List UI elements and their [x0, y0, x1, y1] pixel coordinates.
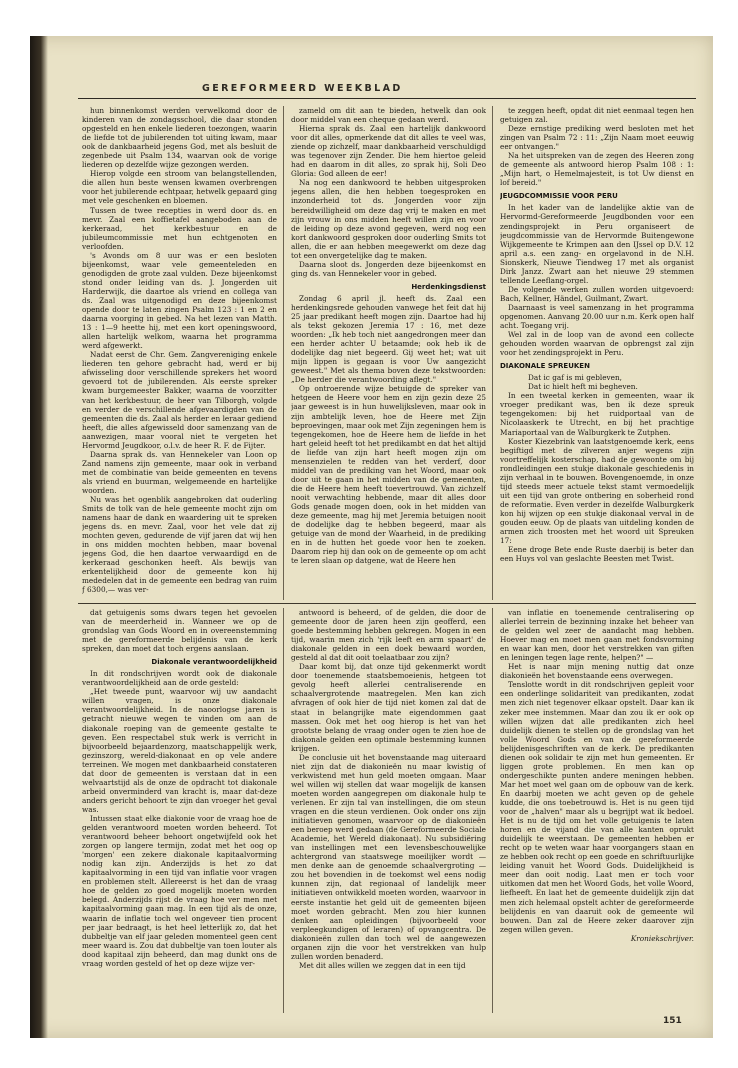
paragraph: „Het tweede punt, waarvoor wij uw aandacht willen vragen, is onze diakonale verantwoordelijkheid. In de naoorlogse jaren is getracht nieuwe wegen te vinden om aan de diakonale roeping van de gemeente gestalte te geven. Een respectabel stuk werk is verricht in bijvoorbeeld bejaardenzorg, maatschappelijk werk, gezinszorg, wereld-diakonaat en op vele andere terreinen. We mogen met dankbaarheid constateren dat door de gemeenten is verstaan dat in een welvaartstijd als de onze de opdracht tot diakonale arbeid onverminderd van kracht is, maar dat-deze anders gericht behoort te zijn dan vroeger het geval was. [82, 687, 277, 814]
section-heading: Diakonale verantwoordelijkheid [151, 658, 277, 667]
paragraph: Met dit alles willen we zeggen dat in een tijd [299, 960, 466, 970]
running-header: GEREFORMEERD WEEKBLAD [202, 83, 403, 94]
paragraph: Deze ernstige prediking werd besloten met het zingen van Psalm 72 : 11: „Zijn Naam moet eeuwig eer ontvangen." [500, 124, 694, 152]
paragraph: hun binnenkomst werden verwelkomd door de kinderen van de zondagsschool, die daar stonden opgesteld en hen enkele liederen toezongen, waarin de liefde tot de jubilerenden tot uiting kwam, maar ook de dankbaarheid jegens God, met als besluit de zegenbede uit Psalm 134, waarvan ook de vorige liederen op dezelfde wijze gezongen werden. [82, 106, 277, 170]
paragraph: antwoord is beheerd, of de gelden, die door de gemeente door de jaren heen zijn geofferd, een goede bestemming hebben gekregen. Mogen in een tijd, waarin men zich 'rijk leeft en arm spaart' de diakonale gelden in een doek bewaard worden, gesteld al dat dit ooit toelaatbaar zou zijn? [291, 608, 486, 663]
paragraph: Nadat eerst de Chr. Gem. Zangvereniging enkele liederen ten gehore gebracht had, werd er bij afwisseling door verschillende sprekers het woord gevoerd tot de jubilerenden. Als eerste spreker kwam burgemeester Bakker, waarna de voorzitter van het kerkbestuur, de heer van Tilborgh, volgde en verder de verschillende afgevaardigden van de gemeenten die ds. Zaal als herder en leraar gediend heeft, die alles afgewisseld door samenzang van de aanwezigen, maar vooral niet te vergeten het Hervormd Jeugdkoor, o.l.v. de heer R. F. de Fijter. [82, 350, 277, 450]
article-text [82, 608, 277, 653]
section-rule [78, 603, 696, 604]
paragraph: Na het uitspreken van de zegen des Heeren zong de gemeente als antwoord hierop Psalm 108 : 1: „Mijn hart, o Hemelmajesteit, is tot Uw dienst en lof bereid." [500, 151, 694, 188]
article-text [82, 669, 277, 968]
paragraph: van inflatie en toenemende centralisering op allerlei terrein de bezinning inzake het beheer van de gelden wel zeer de aandacht mag hebben. Hoever mag en moet men gaan met fondsvorming en waar kan men, door het verstrekken van giften en leningen tegen lage rente, helpen?" — [500, 608, 694, 663]
article-text [291, 106, 486, 278]
column-divider [492, 608, 493, 1013]
bottom-column-2 [291, 608, 486, 1013]
verse-line: Dat ic gaf is mi gebleven, [528, 373, 622, 383]
paragraph: Intussen staat elke diakonie voor de vraag hoe de gelden verantwoord moeten worden beheerd. Tot verantwoord beheer behoort ongetwijfeld ook het zorgen op langere termijn, zodat met het oog op 'morgen' een zekere diakonale kapitaalvorming nodig kan zijn. Anderzijds is het zo dat kapitaalvorming in een tijd van inflatie voor vragen en problemen stelt. Allereerst is het dan de vraag hoe de gelden zo goed mogelijk moeten worden belegd. Anderzijds rijst de vraag hoe ver men met kapitaalvorming gaan mag. In een tijd als de onze, waarin de inflatie toch wel ongeveer tien procent per jaar bedraagt, is het heel letterlijk zo, dat het dubbeltje van elf jaar geleden momenteel geen cent meer waard is. Zou dat dubbeltje van toen louter als dood kapitaal zijn beheerd, dan mag dunkt ons de vraag worden gesteld of het op deze wijze ver- [82, 813, 277, 968]
paragraph: In het kader van de landelijke aktie van de Hervormd-Gereformeerde Jeugdbonden voor een zendingsprojekt in Peru organiseert de jeugdcommissie van de Hervormde Buitengewone Wijkgemeente te Krimpen aan den IJssel op D.V. 12 april a.s. een zang- en orgelavond in de N.H. Sionskerk, Nieuwe Tiendweg 17 met als organist Dirk Janzz. Zwart aan het nieuwe 29 stemmen tellende Leeflang-orgel. [500, 203, 694, 285]
top-column-2 [291, 106, 486, 600]
paragraph: De volgende werken zullen worden uitgevoerd: Bach, Kellner, Händel, Guilmant, Zwart. [500, 284, 694, 303]
section-heading: JEUGDCOMMISSIE VOOR PERU [500, 192, 618, 201]
article-text [291, 608, 486, 970]
paragraph: De conclusie uit het bovenstaande mag uiteraard niet zijn dat de diakonieën nu maar kwistig of verkwistend met hun geld moeten omgaan. Maar wel willen wij stellen dat waar mogelijk de kansen moeten worden aangegrepen om diakonale hulp te verlenen. Er zijn tal van instellingen, die om steun vragen en die steun verdienen. Ook onder ons zijn initiatieven genomen, waarvoor op de diakonieën een beroep werd gedaan (de Gereformeerde Sociale Academie, het Wereld diakonaat). Nu subsidiëring van instellingen met een levensbeschouwelijke achtergrond van staatswege moeilijker wordt — men denke aan de genoemde schaalvergroting — zou het bovendien in de toekomst wel eens nodig kunnen zijn, dat regionaal of landelijk meer initiatieven ontwikkeld moeten worden, waarvoor in eerste instantie het geld uit de gemeenten bijeen moet worden gebracht. Men zou hier kunnen denken aan opleidingen (bijvoorbeeld voor verpleegkundigen of leraren) of opvangcentra. De diakonieën zullen dan toch wel de aangewezen organen zijn die voor het verstrekken van hulp zullen worden benaderd. [291, 752, 486, 961]
paragraph: Tenslotte wordt in dit rondschrijven gepleit voor een onderlinge solidariteit van predikanten, zodat men zich niet tegenover elkaar opstelt. Daar kan ik zeker mee instemmen. Maar dan zou ik er ook op willen wijzen dat alle predikanten zich heel duidelijk dienen te stellen op de grondslag van het volle Woord Gods en van de gereformeerde belijdenisgeschriften van de kerk. De predikanten dienen ook solidair te zijn met hun gemeenten. Er liggen grote problemen. En men kan op ondergeschikte punten andere meningen hebben. Mar het moet wel gaan om de opbouw van de kerk. En daarbij moeten we acht geven op de gehele kudde, die ons toebetrouwd is. Het is nu geen tijd voor de „halven" maar als u begrijpt wat ik bedoel. Het is nu de tijd om het volle getuigenis te laten horen en de vijand die van alle kanten oprukt duidelijk te weerstaan. De gemeenten hebben er recht op te weten waar haar voorgangers staan en ze hebben ook recht op een goede en schriftuurlijke leiding vanuit het Woord Gods. Duidelijkheid is meer dan ooit nodig. Laat men er toch voor uitkomen dat men het Woord Gods, het volle Woord, liefheeft. En laat het de gemeente duidelijk zijn dat men zich helemaal opstelt achter de gereformeerde belijdenis en van daaruit ook de gemeente wil bouwen. Dan zal de Heere zeker daarover zijn zegen willen geven. [500, 680, 694, 934]
section-heading: DIAKONALE SPREUKEN [500, 362, 590, 371]
paragraph: zameld om dit aan te bieden, hetwelk dan ook door middel van een cheque gedaan werd. [291, 106, 486, 125]
paragraph: dat getuigenis soms dwars tegen het gevoelen van de meerderheid in. Wanneer we op de grondslag van Gods Woord en in overeenstemming met de gereformeerde belijdenis van de kerk spreken, dan moet dat toch ergens aanslaan. [82, 608, 277, 654]
paragraph: 's Avonds om 8 uur was er een besloten bijeenkomst, waar vele gemeenteleden en genodigden de grote zaal vulden. Deze bijeenkomst stond onder leiding van ds. J. Jongerden uit Harderwijk, die daartoe als vriend en collega van ds. Zaal was uitgenodigd en deze bijeenkomst opende door te laten zingen Psalm 123 : 1 en 2 en daarna voorging in gebed. Na het lezen van Matth. 13 : 1—9 heette hij, met een kort openingswoord, allen hartelijk welkom, waarna het programma werd afgewerkt. [82, 250, 277, 351]
page-number: 151 [663, 1016, 682, 1026]
magazine-page [30, 36, 713, 1038]
paragraph: Hierna sprak ds. Zaal een hartelijk dankwoord voor dit alles, opmerkende dat dit alles te veel was, ziende op zichzelf, maar dankbaarheid verschuldigd was tegenover zijn Zender. Die hem hiertoe geleid had en daarom in dit alles, zo sprak hij, Soli Deo Gloria: God alleen de eer! [291, 124, 486, 179]
header-rule [78, 98, 696, 99]
paragraph: Daarna sloot ds. Jongerden deze bijeenkomst en ging ds. van Hennekeler voor in gebed. [291, 259, 486, 278]
paragraph: Na nog een dankwoord te hebben uitgesproken jegens allen, die hen hebben toegesproken en inzonderheid tot ds. Jongerden voor zijn bereidwilligheid om deze dag vrij te maken en met zijn vrouw in ons midden heeft willen zijn en voor de leiding op deze avond gegeven, werd nog een kort dankwoord gesproken door ouderling Smits tot allen, die er aan hebben meegewerkt om deze dag tot een onvergetelijke dag te maken. [291, 178, 486, 260]
column-divider [283, 106, 284, 600]
paragraph: In een tweetal kerken in gemeenten, waar ik vroeger predikant was, ben ik deze spreuk tegengekomen: bij het ruidportaal van de Nicolaaskerk te Utrecht, en bij het prachtige Mariaportaal van de Walburgkerk te Zutphen. [500, 391, 694, 437]
paragraph: Wel zal in de loop van de avond een collecte gehouden worden waarvan de opbrengst zal zijn voor het zendingsprojekt in Peru. [500, 330, 694, 358]
column-divider [492, 106, 493, 600]
section-heading: Herdenkingsdienst [411, 282, 486, 291]
paragraph: Het is naar mijn mening nuttig dat onze diakonieën het bovenstaande eens overwegen. [500, 662, 694, 681]
paragraph: Daarnaast is veel samenzang in het programma opgenomen. Aanvang 20.00 uur n.m. Kerk open half acht. Toegang vrij. [500, 302, 694, 331]
column-divider [283, 608, 284, 1013]
top-column-1 [82, 106, 277, 600]
article-text [500, 391, 694, 563]
verse-line: Dat ic hielt heft mi begheven. [528, 382, 638, 392]
article-text [291, 294, 486, 565]
author-signature: Kroniekschrijver. [630, 933, 694, 943]
article-text [82, 106, 277, 595]
paragraph: Koster Kiezebrink van laatstgenoemde kerk, eens begiftigd met de zilveren anjer wegens zijn voortreffelijk kosterschap, had de gewoonte om bij rondleidingen een stukje diakonale geschiedenis in zijn verhaal in te bouwen. Bovengenoemde, in onze tijd steeds meer actuele tekst stamt vermoedelijk uit een tijd van grote ontbering en soberheid rond de reformatie. Even verder in dezelfde Walburgkerk kon hij wijzen op een stukje diakonaal verval in de gouden eeuw. Op de plaats van uitdeling konden de armen zich troosten met het woord uit Spreuken 17: [500, 436, 694, 546]
paragraph: te zeggen heeft, opdat dit niet eenmaal tegen hen getuigen zal. [500, 106, 694, 125]
article-text [500, 203, 694, 357]
bottom-column-1 [82, 608, 277, 1013]
paragraph: Op ontroerende wijze betuigde de spreker van hetgeen de Heere voor hem en zijn gezin deze 25 jaar geweest is in hun huwelijksleven, maar ook in zijn ambtelijk leven, hoe de Heere met Zijn beproevingen, maar ook met Zijn zegeningen hem is tegengekomen, hoe de Heere hem de liefde in het hart geleid heeft tot het predikambt en dat het altijd de liefde van zijn hart heeft mogen zijn om mensenzielen te redden van het verderf, door middel van de prediking van het Woord, maar ook door uit te gaan in het midden van de gemeenten, die de Heere hem heeft toevertrouwd. Van zichzelf nooit verwachting hebbende, maar dit alles door Gods genade mogen doen, ook in het midden van deze gemeente, mag hij met Jeremia betuigen nooit de dodelijke dag te hebben begeerd, maar als getuige van de mond der Waarheid, in de prediking en in de hutten het goede voor hen te zoeken. Daarom riep hij dan ook on de gemeente op om acht te leren slaan op datgene, wat de Heere hen [291, 384, 486, 566]
paragraph: Zondag 6 april jl. heeft ds. Zaal een herdenkingsrede gehouden vanwege het feit dat hij 25 jaar predikant heeft mogen zijn. Daartoe had hij als tekst gekozen Jeremia 17 : 16, met deze woorden: „Ik heb toch niet aangedrongen meer dan een herder achter U betaamde; ook heb ik de dodelijke dag niet begeerd. Gij weet het; wat uit mijn lippen is gegaan is voor Uw aangezicht geweest." Met als thema boven deze tekstwoorden: „De herder die verantwoording aflegt." [291, 293, 486, 385]
top-column-3 [500, 106, 694, 600]
paragraph: Eene droge Bete ende Ruste daerbij is beter dan een Huys vol van geslachte Beesten met Twist. [500, 545, 694, 564]
article-text [500, 608, 694, 934]
paragraph: Daar komt bij, dat onze tijd gekenmerkt wordt door toenemende staatsbemoeienis, hetgeen tot gevolg heeft allerlei centraliserende en schaalvergrotende maatregelen. Men kan zich afvragen of ook hier de tijd niet komen zal dat de staat in belangrijke mate eigendommen gaat massen. Ook met het oog hierop is het van het grootste belang de vraag onder ogen te zien hoe de diakonale gelden een optimale bestemming kunnen krijgen. [291, 662, 486, 753]
bottom-column-3 [500, 608, 694, 1013]
paragraph: Tussen de twee recepties in werd door ds. en mevr. Zaal een koffietafel aangeboden aan de kerkeraad, het kerkbestuur en de jubileumcommissie met hun echtgenoten en verloofden. [82, 205, 277, 251]
book-spine-shadow [30, 36, 48, 1038]
verse-quote [500, 373, 694, 391]
paragraph: Daarna sprak ds. van Hennekeler van Loon op Zand namens zijn gemeente, maar ook in verband met de combinatie van beide gemeenten en tevens als vriend en buurman, welgemeende en hartelijke woorden. [82, 449, 277, 495]
paragraph: In dit rondschrijven wordt ook de diakonale verantwoordelijkheid aan de orde gesteld: [82, 669, 277, 688]
paragraph: Nu was het ogenblik aangebroken dat ouderling Smits de tolk van de hele gemeente mocht zijn om namens haar de dank en waardering uit te spreken jegens ds. en mevr. Zaal, voor het vele dat zij mochten geven, gedurende de vijf jaren dat wij hen in ons midden mochten hebben, maar bovenal jegens God, die hen daartoe verwaardigd en de kerkeraad geschonken heeft. Als bewijs van erkentelijkheid door de gemeente kon hij mededelen dat in de gemeente een bedrag van ruim ƒ 6300,— was ver- [82, 495, 277, 595]
article-text [500, 106, 694, 187]
paragraph: Hierop volgde een stroom van belangstellenden, die allen hun beste wensen kwamen overbrengen voor het jubilerende echtpaar, hetwelk gepaard ging met vele geschenken en bloemen. [82, 169, 277, 206]
